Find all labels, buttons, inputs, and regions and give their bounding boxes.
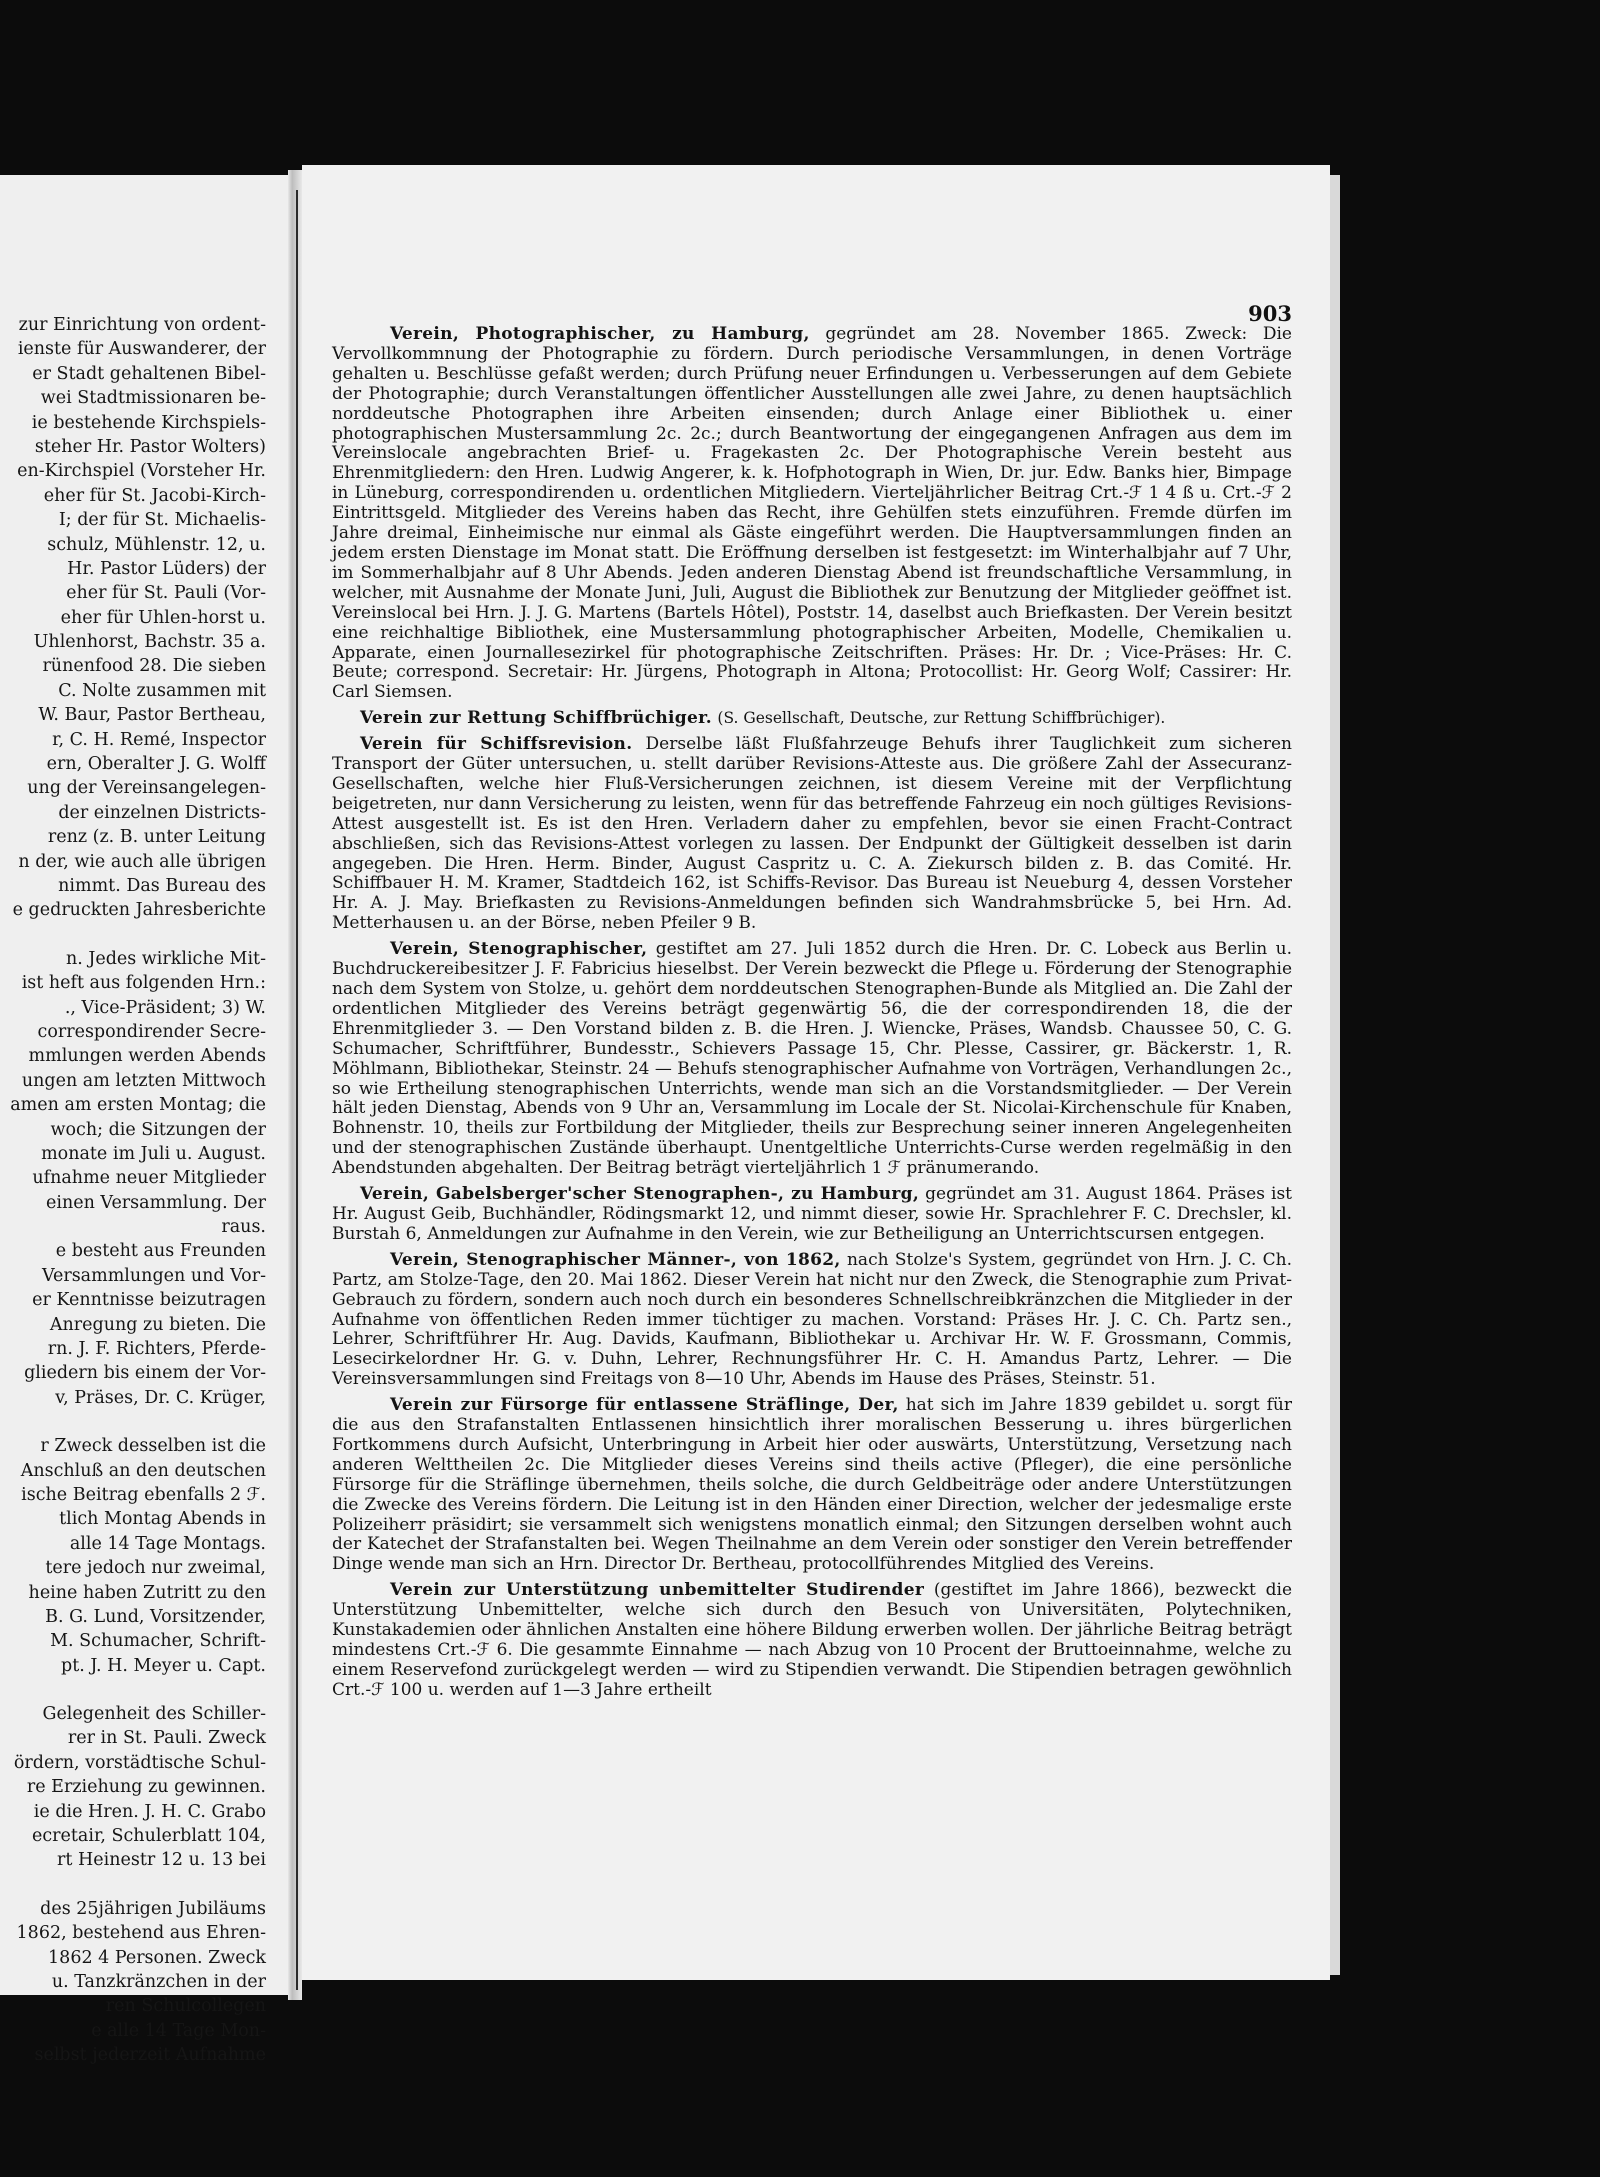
left-column-line: 1862 4 Personen. Zweck	[48, 1947, 266, 1968]
left-column-line: Hr. Pastor Lüders) der	[67, 558, 266, 579]
entry	[332, 735, 1292, 934]
left-column-line: rn. J. F. Richters, Pferde-	[47, 1339, 266, 1360]
left-column-line: n der, wie auch alle übrigen	[18, 851, 266, 872]
entry-heading: Verein, Stenographischer Männer-, von 1862,	[390, 1249, 841, 1270]
left-column-line: rünenfood 28. Die sieben	[42, 656, 266, 677]
left-column-line: alle 14 Tage Montags.	[69, 1533, 266, 1554]
entry	[332, 940, 1292, 1179]
left-column-line: pt. J. H. Meyer u. Capt.	[61, 1655, 266, 1676]
left-column-line: nimmt. Das Bureau des	[58, 875, 266, 896]
entry-text: (gestiftet im Jahre 1866), bezweckt die Unterstützung Unbemittelter, welche sich durch den Besuch von Universitäten, Polytechniken, Kunstakademien oder ähnlichen Anstalten eine höhere Bildung erwerben wollen. Der jährliche Beitrag beträgt mindestens Crt.-ℱ 6. Die gesammte Einnahme — nach Abzug von 10 Procent der Bruttoeinnahme, welche zu einem Reservefond zurückgelegt werden — wird zu Stipendien verwandt. Die Stipendien betragen gewöhnlich Crt.-ℱ 100 u. werden auf 1—3 Jahre ertheilt	[332, 1580, 1293, 1700]
entry	[332, 1185, 1292, 1245]
entry	[332, 709, 1292, 729]
entry-heading: Verein zur Fürsorge für entlassene Sträflinge, Der,	[390, 1395, 899, 1416]
entry-text: gegründet am 31. August 1864. Präses ist Hr. August Geib, Buchhändler, Rödingsmarkt 12, und nimmt dieser, sowie Hr. Sprachlehrer F. C. Drechsler, kl. Burstah 6, Anmeldungen zur Aufnahme in den Verein, wie zur Betheiligung an Unterrichtscursen entgegen.	[332, 1184, 1292, 1244]
left-column-line: e alle 14 Tage Mon-	[91, 2020, 266, 2041]
left-column-line: rer in St. Pauli. Zweck	[67, 1728, 266, 1749]
left-column-line: ungen am letzten Mittwoch	[21, 1070, 266, 1091]
left-column-line: ienste für Auswanderer, der	[17, 339, 266, 360]
entry	[332, 1396, 1292, 1575]
left-column-line: re Erziehung zu gewinnen.	[26, 1777, 266, 1798]
left-column-line: ische Beitrag ebenfalls 2 ℱ.	[21, 1484, 266, 1505]
entry	[332, 1581, 1292, 1700]
entry-text: (S. Gesellschaft, Deutsche, zur Rettung Schiffbrüchiger).	[717, 709, 1166, 728]
left-column-gap	[0, 1678, 266, 1702]
left-column-line: tlich Montag Abends in	[59, 1509, 266, 1530]
left-column-line: eher für St. Pauli (Vor-	[66, 583, 266, 604]
left-column-line: einen Versammlung. Der	[46, 1192, 266, 1213]
left-column-line: n. Jedes wirkliche Mit-	[65, 948, 266, 969]
left-column-line: mmlungen werden Abends	[28, 1046, 266, 1067]
left-column-line: M. Schumacher, Schrift-	[50, 1631, 266, 1652]
left-column-line: selbst jederzeit Aufnahme	[34, 2045, 266, 2066]
entry-text: Derselbe läßt Flußfahrzeuge Behufs ihrer Tauglichkeit zum sicheren Transport der Güter untersuchen, u. stellt darüber Revisions-Atteste aus. Die größere Zahl der Assecuranz-Gesellschaften, welche hier Fluß-Versicherungen zeichnen, ist diesem Vereine mit der Verpflichtung beigetreten, nur dann Versicherung zu leisten, wenn für das betreffende Fahrzeug ein noch gültiges Revisions-Attest ausgestellt ist. Es ist den Hren. Verladern daher zu empfehlen, bevor sie einen Fracht-Contract abschließen, sich das Revisions-Attest vorlegen zu lassen. Der Endpunkt der Gültigkeit desselben ist darin angegeben. Die Hren. Herm. Binder, August Caspritz u. C. A. Ziekursch bilden z. B. das Comité. Hr. Schiffbauer H. M. Kramer, Stadtdeich 162, ist Schiffs-Revisor. Das Bureau ist Neueburg 4, dessen Vorsteher Hr. A. J. May. Briefkasten zu Revisions-Anmeldungen befinden sich Wandrahmsbrücke 5, bei Hrn. Ad. Metterhausen u. an der Börse, neben Pfeiler 9 B.	[332, 734, 1293, 934]
entry-heading: Verein zur Rettung Schiffbrüchiger.	[360, 708, 712, 729]
left-column-gap	[0, 1873, 266, 1897]
left-column-line: ecretair, Schulerblatt 104,	[32, 1826, 266, 1847]
left-column-line: C. Nolte zusammen mit	[58, 680, 266, 701]
left-column-line: u. Tanzkränzchen in der	[51, 1972, 266, 1992]
left-column-line: e gedruckten Jahresberichte	[12, 900, 266, 921]
left-column-line: Anregung zu bieten. Die	[49, 1314, 266, 1335]
gutter-line	[296, 190, 298, 1990]
left-column-line: rt Heinestr 12 u. 13 bei	[57, 1850, 266, 1871]
left-column-line: eher für St. Jacobi-Kirch-	[43, 485, 266, 506]
left-column-line: gliedern bis einem der Vor-	[24, 1363, 266, 1384]
left-column-line: ern, Oberalter J. G. Wolff	[46, 754, 266, 775]
left-column-line: eher für Uhlen-horst u.	[60, 607, 266, 628]
left-column-gap	[0, 1410, 266, 1434]
left-column-line: schulz, Mühlenstr. 12, u.	[47, 534, 266, 555]
entry-heading: Verein, Photographischer, zu Hamburg,	[390, 324, 810, 344]
left-column-line: raus.	[221, 1217, 266, 1238]
entry-text: gegründet am 28. November 1865. Zweck: Die Vervollkommnung der Photographie zu fördern. Durch periodische Versammlungen, in denen Vorträge gehalten u. Beschlüsse gefaßt werden; durch Prüfung neuer Erfindungen u. Verbesserungen auf dem Gebiete der Photographie; durch Veranstaltungen öffentlicher Ausstellungen alle zwei Jahre, zu denen hauptsächlich norddeutsche Photographen ihre Arbeiten einsenden; durch Anlage einer Bibliothek u. einer photographischen Mustersammlung 2c. 2c.; durch Beantwortung der eingegangenen Anfragen aus dem im Vereinslocale angebrachten Brief- u. Fragekasten 2c. Der Photographische Verein besteht aus Ehrenmitgliedern: den Hren. Ludwig Angerer, k. k. Hofphotograph in Wien, Dr. jur. Edw. Banks hier, Bimpage in Lüneburg, correspondirenden u. ordentlichen Mitgliedern. Vierteljährlicher Beitrag Crt.-ℱ 1 4 ß u. Crt.-ℱ 2 Eintrittsgeld. Mitglieder des Vereins haben das Recht, ihre Gehülfen stets einzuführen. Fremde dürfen im Jahre dreimal, Einheimische nur einmal als Gäste eingeführt werden. Die Hauptversammlungen finden an jedem ersten Dienstage im Monat statt. Die Eröffnung derselben ist festgesetzt: im Winterhalbjahr auf 7 Uhr, im Sommerhalbjahr auf 8 Uhr Abends. Jeden anderen Dienstag Abend ist freundschaftliche Versammlung, in welcher, mit Ausnahme der Monate Juni, Juli, August die Bibliothek zur Benutzung der Mitglieder geöffnet ist. Vereinslocal bei Hrn. J. J. G. Martens (Bartels Hôtel), Poststr. 14, daselbst auch Briefkasten. Der Verein besitzt eine reichhaltige Bibliothek, eine Mustersammlung photographischer Arbeiten, Modelle, Chemikalien u. Apparate, einen Journallesezirkel für photographische Zeitschriften. Präses: Hr. Dr. ; Vice-Präses: Hr. C. Beute; correspond. Secretair: Hr. Jürgens, Photograph in Altona; Protocollist: Hr. Georg Wolf; Cassirer: Hr. Carl Siemsen.	[332, 324, 1292, 703]
left-column-line: monate im Juli u. August.	[41, 1143, 266, 1164]
left-column-line: Uhlenhorst, Bachstr. 35 a.	[33, 632, 266, 653]
left-column-line: 1862, bestehend aus Ehren-	[16, 1923, 266, 1944]
entry-text: gestiftet am 27. Juli 1852 durch die Hren. Dr. C. Lobeck aus Berlin u. Buchdruckereibesitzer J. F. Fabricius hieselbst. Der Verein bezweckt die Pflege u. Förderung der Stenographie nach dem System von Stolze, u. gehört dem norddeutschen Stenographen-Bunde als Mitglied an. Die Zahl der ordentlichen Mitglieder des Vereins beträgt gegenwärtig 56, die der correspondirenden 18, die der Ehrenmitglieder 3. — Den Vorstand bilden z. B. die Hren. J. Wiencke, Präses, Wandsb. Chaussee 50, C. G. Schumacher, Schriftführer, Bundesstr., Schievers Passage 15, Chr. Plesse, Cassirer, gr. Bäckerstr. 1, R. Möhlmann, Bibliothekar, Steinstr. 24 — Behufs stenographischer Aufnahme von Vorträgen, Verhandlungen 2c., so wie Ertheilung stenographischen Unterrichts, wende man sich an die Vorstandsmitglieder. — Der Verein hält jeden Dienstag, Abends von 9 Uhr an, Versammlung im Locale der St. Nicolai-Kirchenschule für Knaben, Bohnenstr. 10, theils zur Fortbildung der Mitglieder, theils zur Besprechung seiner inneren Angelegenheiten und der stenographischen Zustände überhaupt. Unentgeltliche Unterrichts-Curse werden regelmäßig in den Abendstunden abgehalten. Der Beitrag beträgt vierteljährlich 1 ℱ pränumerando.	[332, 939, 1292, 1179]
page-gutter	[288, 170, 302, 2000]
left-column-line: v, Präses, Dr. C. Krüger,	[55, 1387, 266, 1408]
entry-heading: Verein, Gabelsberger'scher Stenographen-, zu Hamburg,	[360, 1184, 920, 1205]
left-column-line: renz (z. B. unter Leitung	[47, 827, 266, 848]
left-column-gap	[0, 923, 266, 947]
left-column-line: Gelegenheit des Schiller-	[42, 1704, 266, 1725]
left-column-line: zur Einrichtung von ordent-	[18, 315, 266, 335]
left-column-line: ren Schulcollegen	[105, 1996, 266, 2017]
left-column-line: ., Vice-Präsident; 3) W.	[64, 997, 266, 1018]
left-column-line: ie bestehende Kirchspiels-	[31, 412, 266, 433]
page-edge	[1330, 175, 1340, 1975]
left-column-text	[0, 313, 266, 2068]
left-column-line: der einzelnen Districts-	[58, 802, 266, 823]
page-number: 903	[1248, 301, 1292, 326]
left-column-line: r, C. H. Remé, Inspector	[52, 729, 266, 750]
entry	[332, 325, 1292, 703]
left-column-line: ufnahme neuer Mitglieder	[32, 1168, 266, 1189]
left-column-line: er Kenntnisse beizutragen	[32, 1290, 266, 1311]
left-column-line: ist heft aus folgenden Hrn.:	[21, 973, 266, 994]
left-column-line: B. G. Lund, Vorsitzender,	[45, 1606, 266, 1627]
left-column-line: tere jedoch nur zweimal,	[45, 1558, 266, 1579]
right-page	[302, 165, 1330, 1980]
left-column-line: er Stadt gehaltenen Bibel-	[32, 363, 266, 384]
left-column-line: steher Hr. Pastor Wolters)	[34, 436, 266, 457]
directory-entries	[332, 325, 1292, 1707]
entry-heading: Verein zur Unterstützung unbemittelter Studirender	[390, 1580, 925, 1601]
left-column-line: correspondirender Secre-	[37, 1021, 266, 1042]
entry-heading: Verein, Stenographischer,	[390, 939, 648, 960]
left-column-line: Anschluß an den deutschen	[20, 1460, 266, 1481]
left-column-line: e besteht aus Freunden	[55, 1241, 266, 1262]
left-column-line: ördern, vorstädtische Schul-	[13, 1752, 266, 1773]
left-column-line: heine haben Zutritt zu den	[28, 1582, 266, 1603]
left-column-line: Versammlungen und Vor-	[41, 1265, 266, 1286]
left-column-line: amen am ersten Montag; die	[10, 1095, 266, 1116]
left-column-line: I; der für St. Michaelis-	[58, 510, 266, 531]
left-page	[0, 175, 288, 2066]
entry	[332, 1251, 1292, 1390]
entry-text: hat sich im Jahre 1839 gebildet u. sorgt für die aus den Strafanstalten Entlassenen hinsichtlich ihrer moralischen Besserung u. ihres bürgerlichen Fortkommens durch Aufsicht, Unterbringung in Arbeit hier oder auswärts, Unterstützung, Versetzung nach anderen Welttheilen 2c. Die Mitglieder dieses Vereins sind theils active (Pfleger), die eine persönliche Fürsorge für die Sträflinge übernehmen, theils solche, die durch Geldbeiträge oder andere Unterstützungen die Zwecke des Vereins fördern. Die Leitung ist in den Händen einer Direction, welcher der jedesmalige erste Polizeiherr präsidirt; sie versammelt sich wenigstens monatlich einmal; den Sitzungen derselben wohnt auch der Katechet der Strafanstalten bei. Wegen Theilnahme an dem Verein oder sonstiger den Verein betreffender Dinge wende man sich an Hrn. Director Dr. Bertheau, protocollführendes Mitglied des Vereins.	[332, 1395, 1292, 1575]
entry-text: nach Stolze's System, gegründet von Hrn. J. C. Ch. Partz, am Stolze-Tage, den 20. Mai 1862. Dieser Verein hat nicht nur den Zweck, die Stenographie zum Privat-Gebrauch zu fördern, sondern auch noch durch ein besonderes Schnellschreibkränzchen die Mitglieder in der Aufnahme von öffentlichen Reden immer tüchtiger zu machen. Vorstand: Präses Hr. J. C. Ch. Partz sen., Lehrer, Schriftführer Hr. Aug. Davids, Kaufmann, Bibliothekar u. Archivar Hr. W. F. Grossmann, Commis, Lesecirkelordner Hr. G. v. Duhn, Lehrer, Rechnungsführer Hr. C. H. Amandus Partz, Lehrer. — Die Vereinsversammlungen sind Freitags von 8—10 Uhr, Abends im Hause des Präses, Steinstr. 51.	[332, 1249, 1292, 1390]
left-column-line: des 25jährigen Jubiläums	[40, 1898, 266, 1919]
left-column-line: r Zweck desselben ist die	[40, 1436, 266, 1457]
left-column-line: ie die Hren. J. H. C. Grabo	[33, 1801, 266, 1822]
entry-heading: Verein für Schiffsrevision.	[360, 734, 633, 755]
left-column-line: en-Kirchspiel (Vorsteher Hr.	[17, 461, 266, 482]
left-column-line: woch; die Sitzungen der	[50, 1119, 266, 1140]
left-column-line: ung der Vereinsangelegen-	[27, 778, 266, 799]
left-column-line: W. Baur, Pastor Bertheau,	[38, 705, 266, 726]
left-column-line: wei Stadtmissionaren be-	[40, 388, 266, 409]
